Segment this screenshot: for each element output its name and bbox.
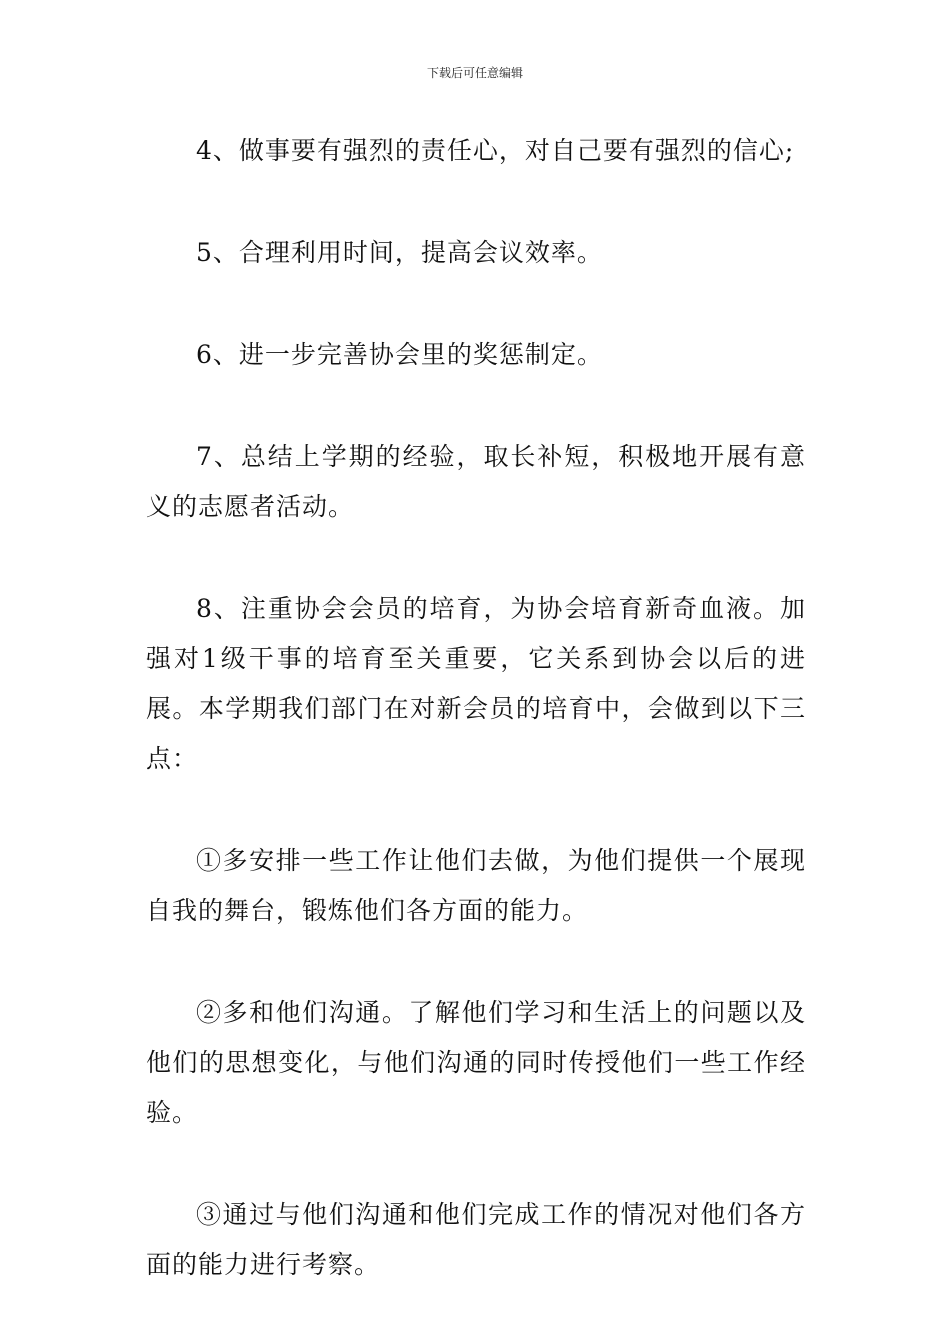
paragraph-subitem-2: ②多和他们沟通。了解他们学习和生活上的问题以及他们的思想变化，与他们沟通的同时传授他们一些工作经验。 (146, 998, 806, 1127)
paragraph-item-7: 7、总结上学期的经验，取长补短，积极地开展有意义的志愿者活动。 (146, 442, 806, 521)
paragraph-item-8: 8、注重协会会员的培育，为协会培育新奇血液。加强对1级干事的培育至关重要，它关系到协会以后的进展。本学期我们部门在对新会员的培育中，会做到以下三点： (146, 594, 806, 773)
paragraph-item-4: 4、做事要有强烈的责任心，对自己要有强烈的信心; (196, 136, 795, 165)
paragraph-subitem-3: ③通过与他们沟通和他们完成工作的情况对他们各方面的能力进行考察。 (146, 1200, 806, 1279)
document-body (146, 126, 806, 1342)
paragraph-item-5: 5、合理利用时间，提高会议效率。 (196, 238, 603, 267)
paragraph-subitem-1: ①多安排一些工作让他们去做，为他们提供一个展现自我的舞台，锻炼他们各方面的能力。 (146, 846, 806, 925)
paragraph-item-6: 6、进一步完善协会里的奖惩制定。 (196, 340, 603, 369)
page-header: 下载后可任意编辑 (426, 66, 523, 80)
